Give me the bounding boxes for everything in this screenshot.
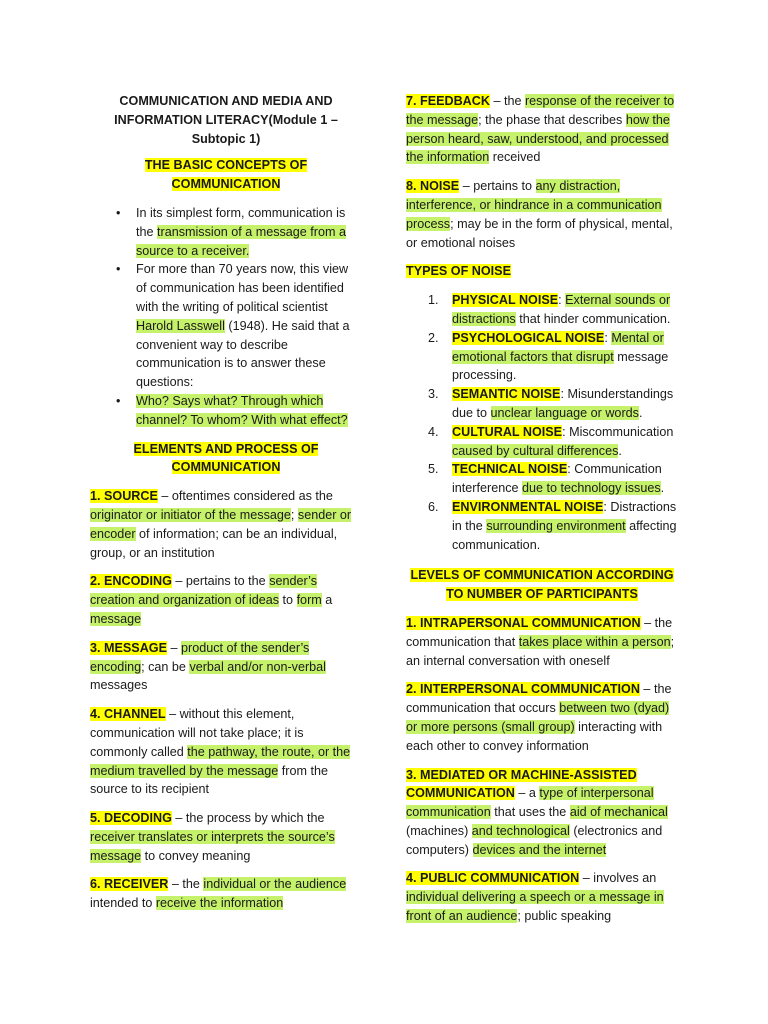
level-public: [406, 869, 678, 925]
highlight: Mental or emotional factors that disrupt: [452, 330, 664, 364]
level-mediated: [406, 766, 678, 860]
highlight: form: [296, 593, 322, 608]
term: PSYCHOLOGICAL NOISE: [452, 330, 605, 345]
text: intended to: [90, 896, 156, 911]
list-item: [428, 385, 678, 423]
text: affecting communication.: [452, 518, 677, 552]
types-of-noise-heading: [406, 262, 678, 281]
list-number: 2.: [428, 330, 439, 345]
term: 6. RECEIVER: [90, 877, 169, 892]
text: – the communication that occurs: [406, 682, 672, 716]
list-item: [428, 423, 678, 461]
text: that hinder communication.: [515, 311, 671, 326]
term: PHYSICAL NOISE: [452, 293, 559, 308]
text: ;: [290, 507, 298, 522]
term: TECHNICAL NOISE: [452, 462, 568, 477]
text: ; may be in the form of physical, mental, or emotional noises: [406, 216, 673, 250]
highlight: how the person heard, saw, understood, and processed the information: [406, 112, 670, 165]
text: message processing.: [452, 349, 669, 383]
highlight: and technological: [471, 823, 570, 838]
highlight: due to technology issues: [522, 481, 661, 496]
element-channel: [90, 705, 362, 799]
text: from the source to its recipient: [90, 763, 329, 797]
levels-heading: [406, 566, 678, 604]
highlight: message: [90, 611, 142, 626]
highlight: receive the information: [155, 896, 284, 911]
highlight: originator or initiator of the message: [90, 507, 291, 522]
text: :: [604, 330, 612, 345]
term: 2. ENCODING: [90, 574, 172, 589]
text: – involves an: [579, 871, 657, 886]
list-number: 1.: [428, 293, 439, 308]
element-noise: [406, 177, 678, 252]
term: 2. INTERPERSONAL COMMUNICATION: [406, 682, 640, 697]
basic-concepts-heading: [90, 156, 362, 194]
highlight: sender or encoder: [90, 507, 352, 541]
term: 1. SOURCE: [90, 489, 158, 504]
text: –: [166, 640, 181, 655]
highlight: the pathway, the route, or the medium travelled by the message: [90, 744, 351, 778]
term: 7. FEEDBACK: [406, 94, 490, 108]
list-item: [428, 460, 678, 498]
text: : Misunderstandings due to: [452, 387, 674, 420]
document-title: COMMUNICATION AND MEDIA AND INFORMATION LITERACY(Module 1 – Subtopic 1): [114, 94, 338, 146]
text: .: [618, 443, 622, 458]
types-of-noise-heading-text: TYPES OF NOISE: [406, 264, 511, 279]
term: 1. INTRAPERSONAL COMMUNICATION: [406, 615, 641, 630]
text: – the: [168, 877, 204, 892]
text: to: [279, 593, 297, 608]
highlight: between two (dyad) or more persons (small group): [406, 701, 670, 734]
list-number: 5.: [428, 462, 439, 477]
term: 4. PUBLIC COMMUNICATION: [406, 871, 580, 886]
highlight: receiver translates or interprets the source’s message: [90, 829, 335, 863]
text: .: [638, 405, 643, 420]
list-number: 3.: [428, 387, 439, 402]
term: 8. NOISE: [406, 179, 460, 194]
bullet-text: For more than 70 years now, this view of communication has been identified with the writing of political scientist: [136, 262, 349, 314]
text: .: [660, 481, 665, 496]
left-column: [90, 92, 362, 923]
highlight: type of interpersonal communication: [406, 786, 654, 820]
level-interpersonal: [406, 680, 678, 755]
highlight: unclear language or words: [490, 405, 639, 420]
text: : Distractions in the: [452, 499, 677, 533]
element-receiver: [90, 875, 362, 913]
highlight: aid of mechanical: [569, 805, 668, 820]
list-item: [136, 204, 362, 260]
types-of-noise-list: [406, 291, 678, 554]
text: – the communication that: [406, 615, 673, 649]
highlight: Harold Lasswell: [136, 318, 225, 333]
term: CULTURAL NOISE: [452, 424, 563, 439]
bullet-text: In its simplest form, communication is the: [136, 205, 346, 239]
text: received: [489, 150, 541, 165]
text: ; an internal conversation with oneself: [406, 634, 675, 668]
list-item: [136, 260, 362, 392]
text: of information; can be an individual, group, or an institution: [90, 526, 338, 560]
highlight: devices and the internet: [472, 842, 607, 857]
text: : Communication interference: [452, 462, 662, 496]
term: 4. CHANNEL: [90, 707, 166, 722]
list-number: 4.: [428, 424, 439, 439]
basic-concepts-list: [90, 204, 362, 430]
term: ENVIRONMENTAL NOISE: [452, 499, 604, 514]
list-number: 6.: [428, 499, 439, 514]
bullet-text: (1948). He said that a convenient way to describe communication is to answer these questions:: [136, 318, 350, 390]
elements-heading: [90, 440, 362, 478]
highlight: takes place within a person: [518, 634, 671, 649]
element-message: [90, 639, 362, 695]
text: ; the phase that describes: [478, 112, 626, 127]
text: (machines): [406, 823, 472, 838]
highlight: individual delivering a speech or a message in front of an audience: [406, 890, 664, 924]
highlight: surrounding environment: [486, 518, 626, 533]
text: messages: [90, 678, 148, 693]
list-item: [428, 291, 678, 329]
highlight: sender’s creation and organization of ideas: [90, 574, 318, 608]
text: – without this element, communication will not take place; it is commonly called: [90, 707, 304, 759]
term: 3. MEDIATED OR MACHINE-ASSISTED COMMUNICATION: [406, 767, 637, 801]
text: ; can be: [141, 659, 190, 674]
right-column: [406, 92, 678, 936]
text: that uses the: [490, 805, 570, 820]
text: a: [321, 593, 333, 608]
highlight: response of the receiver to the message: [406, 94, 675, 127]
highlight: transmission of a message from a source to a receiver.: [136, 224, 346, 258]
level-intrapersonal: [406, 614, 678, 670]
text: – a: [514, 786, 540, 801]
term: 5. DECODING: [90, 811, 172, 826]
highlight: External sounds or distractions: [452, 293, 671, 326]
element-encoding: [90, 572, 362, 628]
term: 3. MESSAGE: [90, 640, 167, 655]
highlight: individual or the audience: [203, 877, 347, 892]
text: – the: [489, 94, 525, 108]
element-source: [90, 487, 362, 562]
highlight: any distraction, interference, or hindrance in a communication process: [406, 179, 662, 231]
term: SEMANTIC NOISE: [452, 387, 561, 402]
highlight: caused by cultural differences: [452, 443, 619, 458]
text: – pertains to the: [171, 574, 270, 589]
highlight: Who? Says what? Through which channel? To whom? With what effect?: [136, 393, 348, 427]
text: interacting with each other to convey information: [406, 719, 663, 753]
list-item: [136, 392, 362, 430]
text: :: [558, 293, 566, 308]
text: ; public speaking: [517, 909, 612, 924]
text: – pertains to: [459, 179, 536, 194]
highlight: product of the sender’s encoding: [90, 640, 310, 674]
element-decoding: [90, 809, 362, 865]
text: – oftentimes considered as the: [157, 489, 333, 504]
text: : Miscommunication: [562, 424, 674, 439]
basic-concepts-heading-text: THE BASIC CONCEPTS OF COMMUNICATION: [144, 158, 308, 192]
element-feedback: [406, 92, 678, 167]
list-item: [428, 329, 678, 385]
text: (electronics and computers): [406, 823, 663, 857]
text: to convey meaning: [141, 848, 251, 863]
elements-heading-text: ELEMENTS AND PROCESS OF COMMUNICATION: [133, 441, 319, 475]
levels-heading-text: LEVELS OF COMMUNICATION ACCORDING TO NUMBER OF PARTICIPANTS: [410, 568, 674, 602]
text: – the process by which the: [171, 811, 325, 826]
list-item: [428, 498, 678, 554]
highlight: verbal and/or non-verbal: [189, 659, 326, 674]
